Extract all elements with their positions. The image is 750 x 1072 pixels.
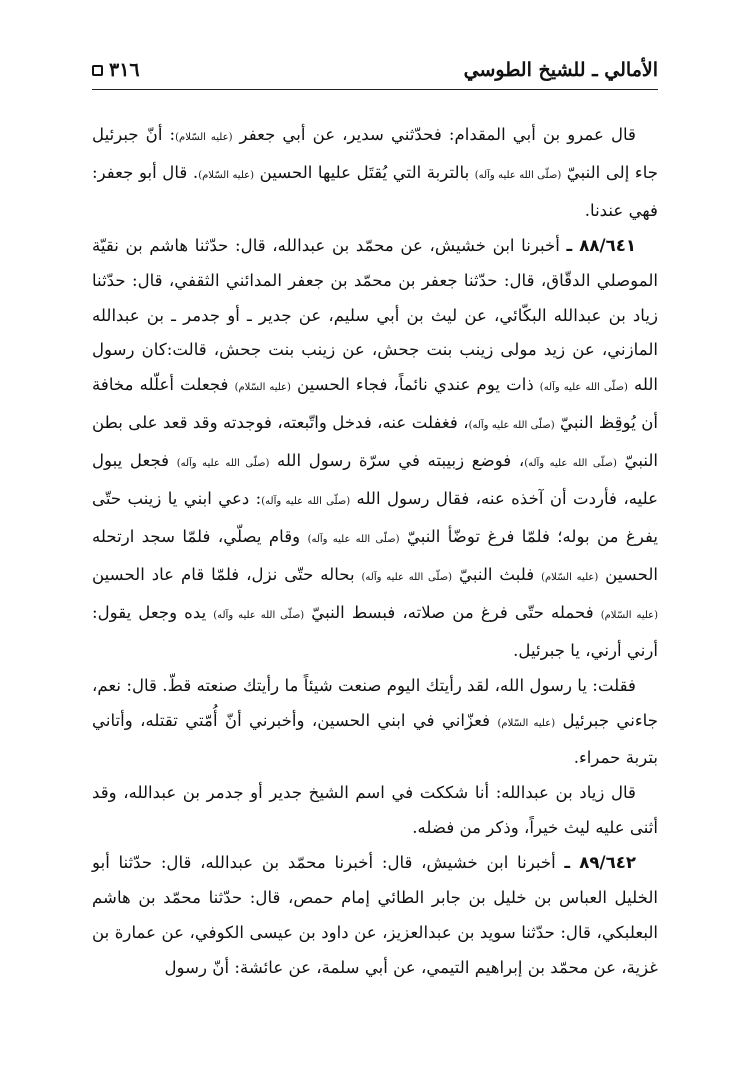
text-run: فقلت: يا رسول الله، لقد رأيتك اليوم صنعت شيئاً ما رأيتك صنعته قطّ. قال: نعم، جاءني جبرئيل xyxy=(92,675,658,730)
text-run: : أنّ جبرئيل جاء إلى النبيّ xyxy=(92,125,659,182)
salawat-formula: (صلّى الله عليه وآله) xyxy=(524,458,617,470)
paragraph xyxy=(92,776,658,846)
text-run: يده وجعل يقول: أرني أرني، يا جبرئيل. xyxy=(92,602,658,660)
text-run: ، فغفلت عنه، فدخل واتّبعته، فوجدته وقد قعد على بطن النبيّ xyxy=(92,413,659,471)
text-run: وقام يصلّي، فلمّا سجد ارتحله الحسين xyxy=(92,526,658,584)
salawat-formula: (صلّى الله عليه وآله) xyxy=(261,496,351,508)
salawat-formula: (صلّى الله عليه وآله) xyxy=(361,571,453,583)
text-run: أخبرنا ابن خشيش، عن محمّد بن عبدالله، قال: حدّثنا هاشم بن نقيّة الموصلي الدقّاق، قال: حدّثنا جعفر بن محمّد بن جعفر المدائني الثقفي، قال: حدّثنا زياد بن عبدالله البكّائي، عن ليث بن أبي سليم، عن جدير ـ أو جدمر ـ بن عبدالله المازني، عن زيد مولى زينب بنت جحش، عن زينب بنت جحش، قالت:كان رسول الله xyxy=(92,235,658,395)
salawat-formula: (عليه السّلام) xyxy=(198,169,255,181)
text-run: أخبرنا ابن خشيش، قال: أخبرنا محمّد بن عبدالله، قال: حدّثنا أبو الخليل العباس بن خليل بن جابر الطائي إمام حمص، قال: حدّثنا محمّد بن هاشم البعلبكي، قال: حدّثنا سويد بن عبدالعزيز، عن داود بن عيسى الكوفي، عن عمارة بن غزية، عن محمّد بن إبراهيم التيمي، عن أبي سلمة، عن عائشة: أنّ رسول xyxy=(92,853,658,977)
text-run: . قال أبو جعفر: فهي عندنا. xyxy=(92,162,658,220)
text-run: ، فوضع زبيبته في سرّة رسول الله xyxy=(269,451,525,471)
salawat-formula: (عليه السّلام) xyxy=(497,717,556,729)
paragraph xyxy=(92,229,658,669)
salawat-formula: (صلّى الله عليه وآله) xyxy=(468,420,555,432)
text-run: فعزّاني في ابني الحسين، وأخبرني أنّ أُمّتي تقتله، وأتاني بتربة حمراء. xyxy=(92,710,658,768)
text-run: بالتربة التي يُقتَل عليها الحسين xyxy=(254,162,475,182)
page-header xyxy=(92,52,658,88)
paragraph xyxy=(92,846,658,986)
text-run: قال زياد بن عبدالله: أنا شككت في اسم الشيخ جدير أو جدمر بن عبدالله، وقد أثنى عليه ليث خيراً، وذكر من فضله. xyxy=(92,783,658,838)
salawat-formula: (صلّى الله عليه وآله) xyxy=(176,458,270,470)
text-run: بحاله حتّى نزل، فلمّا قام عاد الحسين xyxy=(92,564,362,584)
text-run: فحمله حتّى فرغ من صلاته، فبسط النبيّ xyxy=(304,602,601,622)
salawat-formula: (صلّى الله عليه وآله) xyxy=(539,382,628,394)
body-text xyxy=(92,118,658,986)
text-run: : دعي ابني يا زينب حتّى يفرغ من بوله؛ فلمّا فرغ توضّأ النبيّ xyxy=(92,489,658,546)
text-run: قال عمرو بن أبي المقدام: فحدّثني سدير، عن أبي جعفر xyxy=(232,125,636,144)
text-run: فجعلت أعلّله مخافة أن يُوقِظ النبيّ xyxy=(92,375,659,433)
salawat-formula: (صلّى الله عليه وآله) xyxy=(213,609,305,621)
text-run: فجعل يبول عليه، فأردت أن آخذه عنه، فقال رسول الله xyxy=(92,451,658,509)
hadith-number: ٨٩/٦٤٢ ـ xyxy=(564,853,636,873)
salawat-formula: (عليه السّلام) xyxy=(541,571,599,583)
paragraph xyxy=(92,118,658,229)
salawat-formula: (صلّى الله عليه وآله) xyxy=(307,533,400,545)
salawat-formula: (عليه السّلام) xyxy=(234,382,291,394)
salawat-formula: (عليه السّلام) xyxy=(175,132,233,143)
text-run: ذات يوم عندي نائماً، فجاء الحسين xyxy=(290,375,540,395)
page-number: ٣١٦ xyxy=(109,59,140,81)
page-number-group xyxy=(92,59,140,81)
header-rule xyxy=(92,89,658,90)
running-title: الأمالي ـ للشيخ الطوسي xyxy=(463,59,658,81)
hadith-number: ٨٨/٦٤١ ـ xyxy=(566,235,636,255)
text-run: فلبث النبيّ xyxy=(452,564,542,584)
square-icon xyxy=(92,65,103,76)
salawat-formula: (عليه السّلام) xyxy=(600,609,659,621)
salawat-formula: (صلّى الله عليه وآله) xyxy=(474,169,562,181)
paragraph xyxy=(92,669,658,777)
